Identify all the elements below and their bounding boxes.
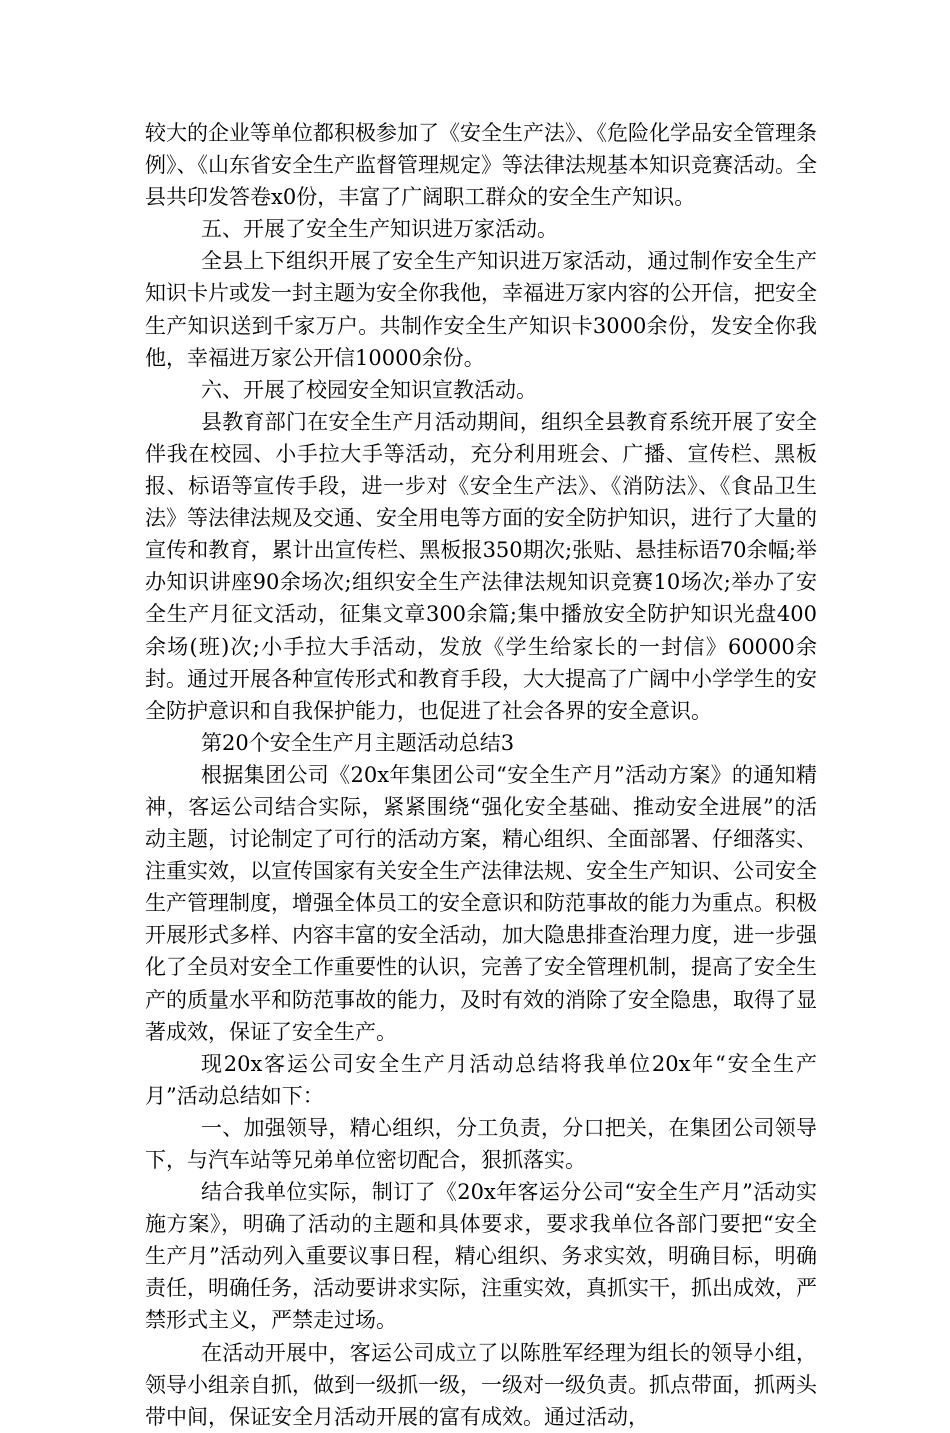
section-heading: 五、开展了安全生产知识进万家活动。 bbox=[201, 217, 558, 242]
document-page bbox=[145, 117, 817, 1433]
paragraph: 结合我单位实际，制订了《20x年客运分公司“安全生产月”活动实施方案》，明确了活动的主题和具体要求，要求我单位各部门要把“安全生产月”活动列入重要议事日程，精心组织、务求实效，明确目标，明确责任，明确任务，活动要讲求实际，注重实效，真抓实干，抓出成效，严禁形式主义，严禁走过场。 bbox=[145, 1180, 817, 1333]
document-title: 第20个安全生产月主题活动总结3 bbox=[201, 730, 515, 755]
section-heading: 六、开展了校园安全知识宣教活动。 bbox=[201, 377, 537, 402]
paragraph: 现20x客运公司安全生产月活动总结将我单位20x年“安全生产月”活动总结如下： bbox=[145, 1051, 817, 1108]
paragraph: 较大的企业等单位都积极参加了《安全生产法》、《危险化学品安全管理条例》、《山东省安全生产监督管理规定》等法律法规基本知识竞赛活动。全县共印发答卷x0份，丰富了广阔职工群众的安全生产知识。 bbox=[145, 121, 817, 210]
paragraph: 县教育部门在安全生产月活动期间，组织全县教育系统开展了安全伴我在校园、小手拉大手等活动，充分利用班会、广播、宣传栏、黑板报、标语等宣传手段，进一步对《安全生产法》、《消防法》、《食品卫生法》等法律法规及交通、安全用电等方面的安全防护知识，进行了大量的宣传和教育，累计出宣传栏、黑板报350期次;张贴、悬挂标语70余幅;举办知识讲座90余场次;组织安全生产法律法规知识竞赛10场次;举办了安全生产月征文活动，征集文章300余篇;集中播放安全防护知识光盘400余场(班)次;小手拉大手活动，发放《学生给家长的一封信》60000余封。通过开展各种宣传形式和教育手段，大大提高了广阔中小学学生的安全防护意识和自我保护能力，也促进了社会各界的安全意识。 bbox=[145, 409, 817, 723]
paragraph: 全县上下组织开展了安全生产知识进万家活动，通过制作安全生产知识卡片或发一封主题为安全你我他，幸福进万家内容的公开信，把安全生产知识送到千家万户。共制作安全生产知识卡3000余份，发安全你我他，幸福进万家公开信10000余份。 bbox=[145, 249, 817, 370]
section-heading: 一、加强领导，精心组织，分工负责，分口把关，在集团公司领导下，与汽车站等兄弟单位密切配合，狠抓落实。 bbox=[145, 1115, 817, 1172]
paragraph: 在活动开展中，客运公司成立了以陈胜军经理为组长的领导小组，领导小组亲自抓，做到一级抓一级，一级对一级负责。抓点带面，抓两头带中间，保证安全月活动开展的富有成效。通过活动， bbox=[145, 1340, 817, 1429]
paragraph: 根据集团公司《20x年集团公司“安全生产月”活动方案》的通知精神，客运公司结合实际，紧紧围绕“强化安全基础、推动安全进展”的活动主题，讨论制定了可行的活动方案，精心组织、全面部署、仔细落实、注重实效，以宣传国家有关安全生产法律法规、安全生产知识、公司安全生产管理制度，增强全体员工的安全意识和防范事故的能力为重点。积极开展形式多样、内容丰富的安全活动，加大隐患排查治理力度，进一步强化了全员对安全工作重要性的认识，完善了安全管理机制，提高了安全生产的质量水平和防范事故的能力，及时有效的消除了安全隐患，取得了显著成效，保证了安全生产。 bbox=[145, 762, 817, 1044]
